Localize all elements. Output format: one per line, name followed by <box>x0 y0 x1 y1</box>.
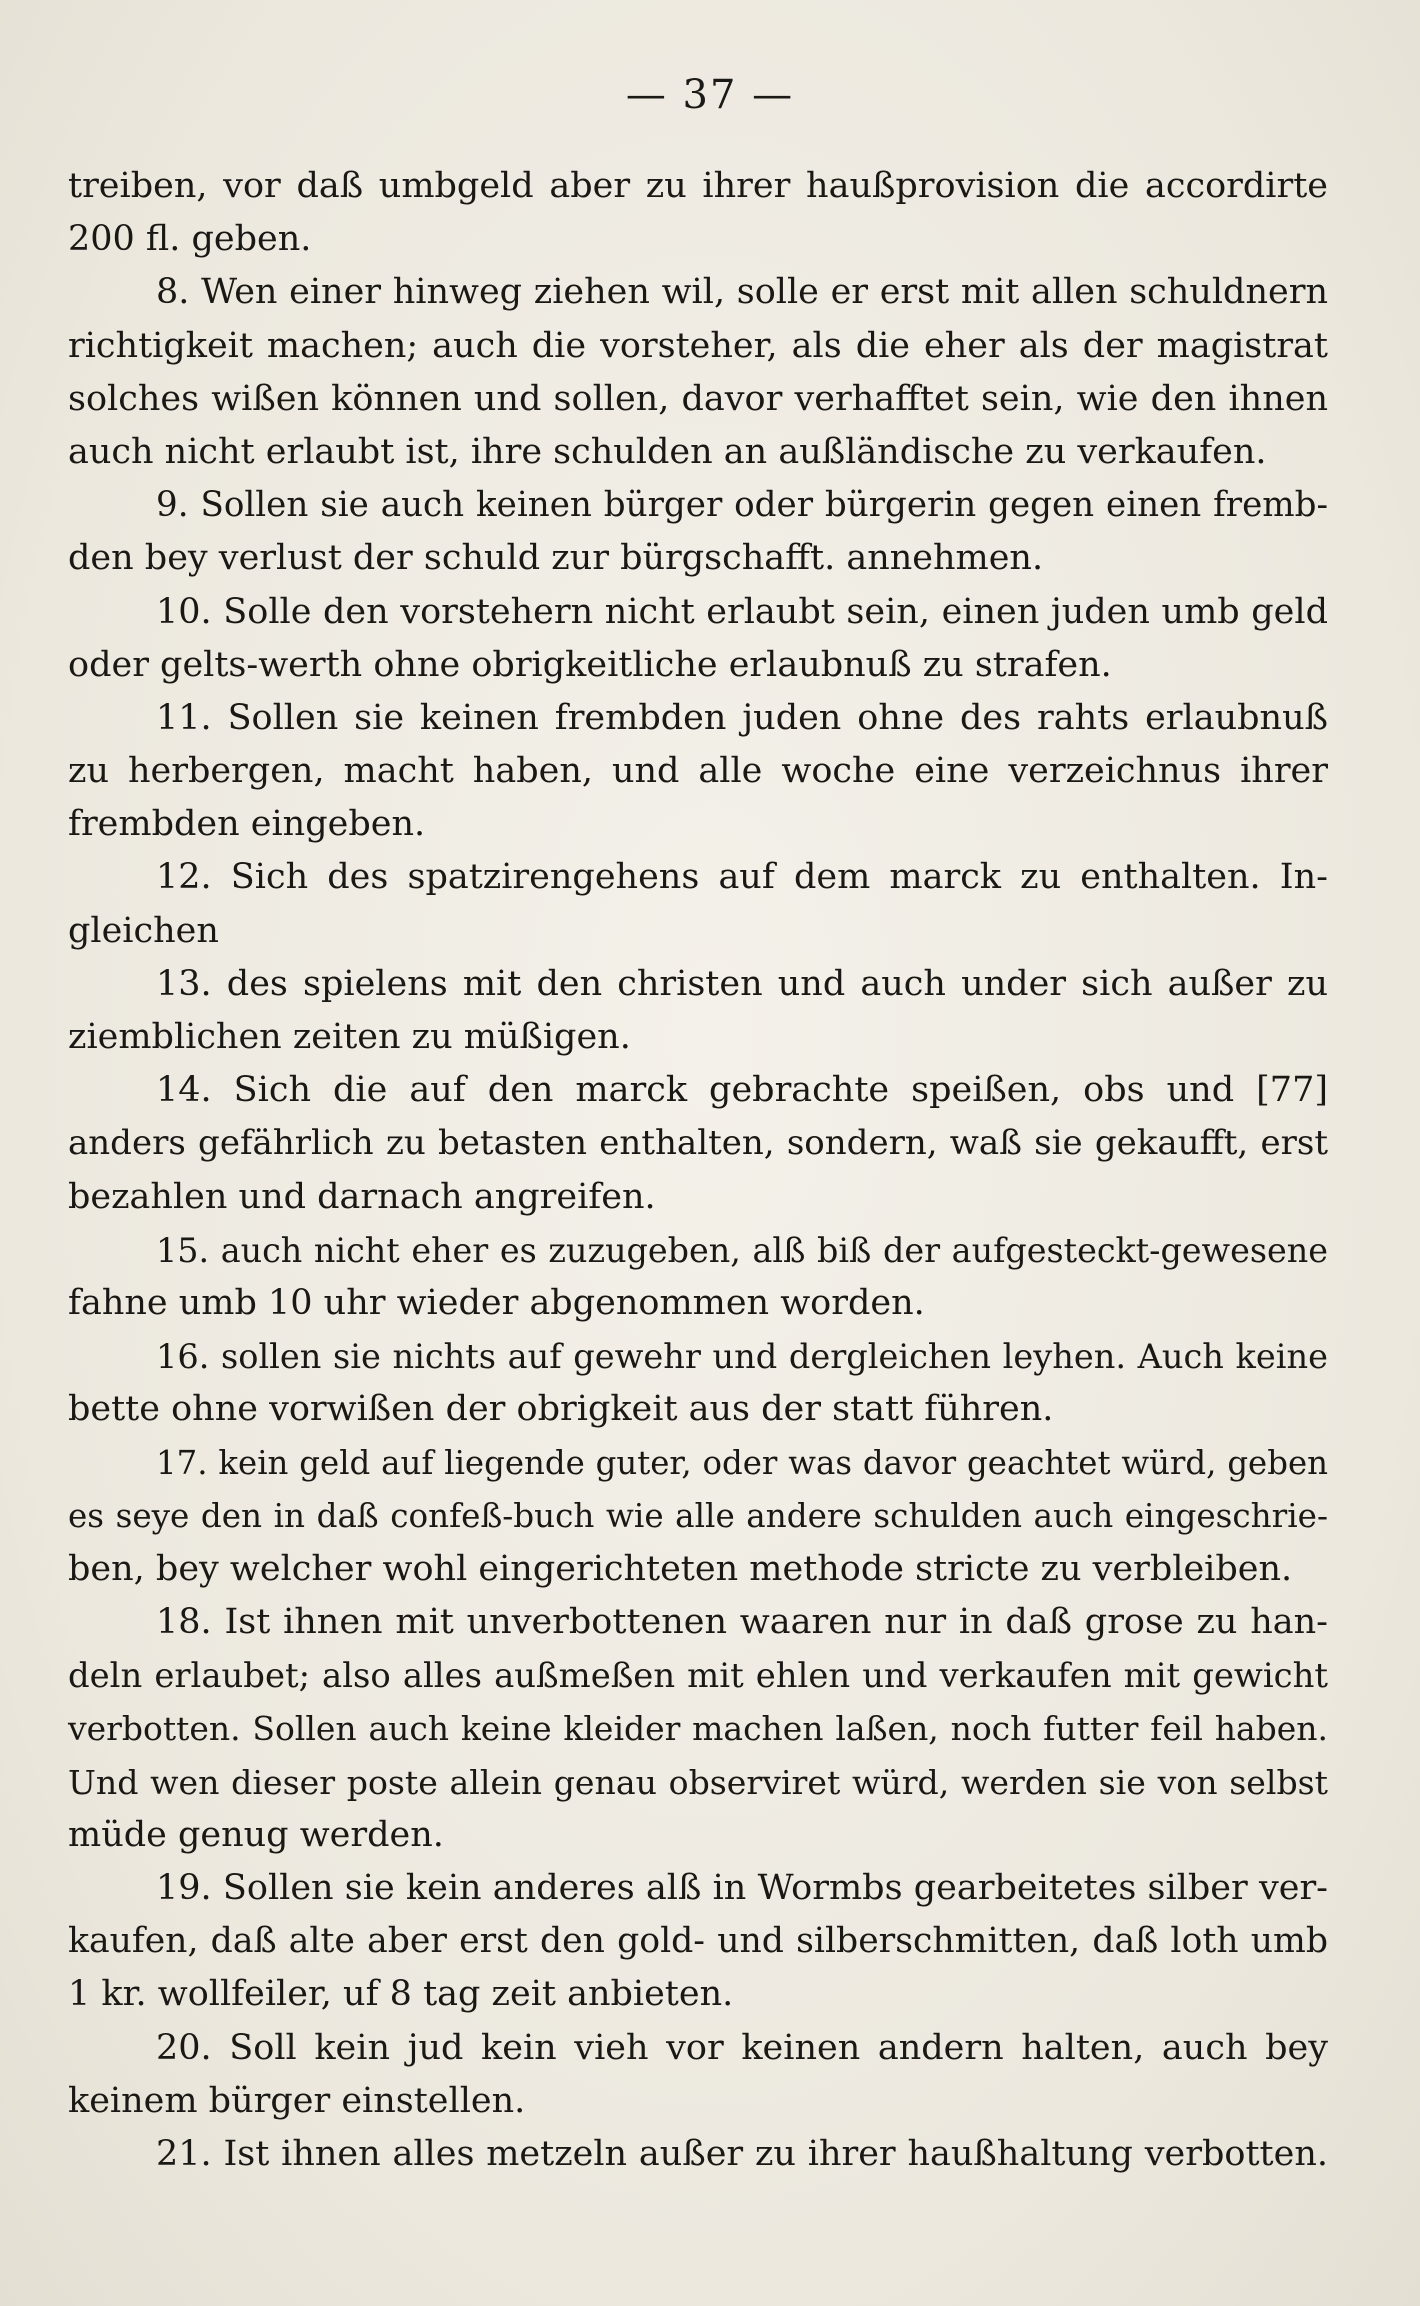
text-line: es seye den in daß confeß-buch wie alle andere schulden auch eingeschrie- <box>68 1496 1328 1535</box>
text-line: 18. Ist ihnen mit unverbottenen waaren nur in daß grose zu han- <box>156 1602 1328 1643</box>
text-line: verbotten. Sollen auch keine kleider machen laßen, noch futter feil haben. <box>68 1709 1328 1749</box>
text-line: 21. Ist ihnen alles metzeln außer zu ihrer haußhaltung verbotten. <box>156 2133 1328 2174</box>
text-line: richtigkeit machen; auch die vorsteher, als die eher als der magistrat <box>68 325 1328 366</box>
text-line: keinem bürger einstellen. <box>68 2080 526 2121</box>
text-line: 12. Sich des spatzirengehens auf dem marck zu enthalten. In- <box>156 857 1328 898</box>
page-number: — 37 — <box>625 72 795 118</box>
text-line: 19. Sollen sie kein anderes alß in Wormbs gearbeitetes silber ver- <box>156 1868 1328 1908</box>
text-line: bette ohne vorwißen der obrigkeit aus der statt führen. <box>68 1389 1054 1430</box>
text-line: solches wißen können und sollen, davor verhafftet sein, wie den ihnen <box>68 378 1328 419</box>
text-line: ziemblichen zeiten zu müßigen. <box>68 1017 631 1057</box>
text-line: zu herbergen, macht haben, und alle woche eine verzeichnus ihrer <box>68 751 1328 792</box>
text-line: anders gefährlich zu betasten enthalten, sondern, waß sie gekaufft, erst <box>68 1123 1328 1164</box>
text-line: bezahlen und darnach angreifen. <box>68 1176 656 1217</box>
text-line: ben, bey welcher wohl eingerichteten methode stricte zu verbleiben. <box>68 1548 1293 1589</box>
text-line: 200 fl. geben. <box>68 219 312 260</box>
text-line: fahne umb 10 uhr wieder abgenommen worden. <box>68 1282 925 1323</box>
text-line: kaufen, daß alte aber erst den gold- und silberschmitten, daß loth umb <box>68 1921 1328 1962</box>
text-line: 15. auch nicht eher es zuzugeben, alß biß der aufgesteckt-gewesene <box>156 1230 1328 1270</box>
text-line: 13. des spielens mit den christen und auch under sich außer zu <box>156 963 1328 1004</box>
text-line: gleichen <box>68 910 219 951</box>
text-line: 10. Solle den vorstehern nicht erlaubt sein, einen juden umb geld <box>156 591 1328 632</box>
text-line: oder gelts-werth ohne obrigkeitliche erlaubnuß zu strafen. <box>68 644 1112 685</box>
text-line: deln erlaubet; also alles außmeßen mit ehlen und verkaufen mit gewicht <box>68 1656 1328 1696</box>
text-line: Und wen dieser poste allein genau observiret würd, werden sie von selbst <box>68 1762 1328 1802</box>
text-line: 9. Sollen sie auch keinen bürger oder bürgerin gegen einen fremb- <box>156 485 1328 526</box>
text-line: 8. Wen einer hinweg ziehen wil, solle er erst mit allen schuldnern <box>156 272 1328 313</box>
text-line: 20. Soll kein jud kein vieh vor keinen andern halten, auch bey <box>156 2027 1328 2068</box>
text-line: 14. Sich die auf den marck gebrachte speißen, obs und [77] <box>156 1070 1328 1111</box>
text-line: müde genug werden. <box>68 1814 444 1855</box>
text-line: treiben, vor daß umbgeld aber zu ihrer haußprovision die accordirte <box>68 166 1328 206</box>
text-line: 16. sollen sie nichts auf gewehr und dergleichen leyhen. Auch keine <box>156 1337 1328 1377</box>
text-line: auch nicht erlaubt ist, ihre schulden an außländische zu verkaufen. <box>68 431 1267 472</box>
text-line: 1 kr. wollfeiler, uf 8 tag zeit anbieten. <box>68 1974 734 2015</box>
text-line: 11. Sollen sie keinen frembden juden ohne des rahts erlaubnuß <box>156 697 1328 738</box>
text-line: den bey verlust der schuld zur bürgschafft. annehmen. <box>68 538 1044 579</box>
text-line: 17. kein geld auf liegende guter, oder was davor geachtet würd, geben <box>156 1443 1328 1482</box>
text-line: frembden eingeben. <box>68 804 426 845</box>
body-text <box>68 160 1328 2181</box>
